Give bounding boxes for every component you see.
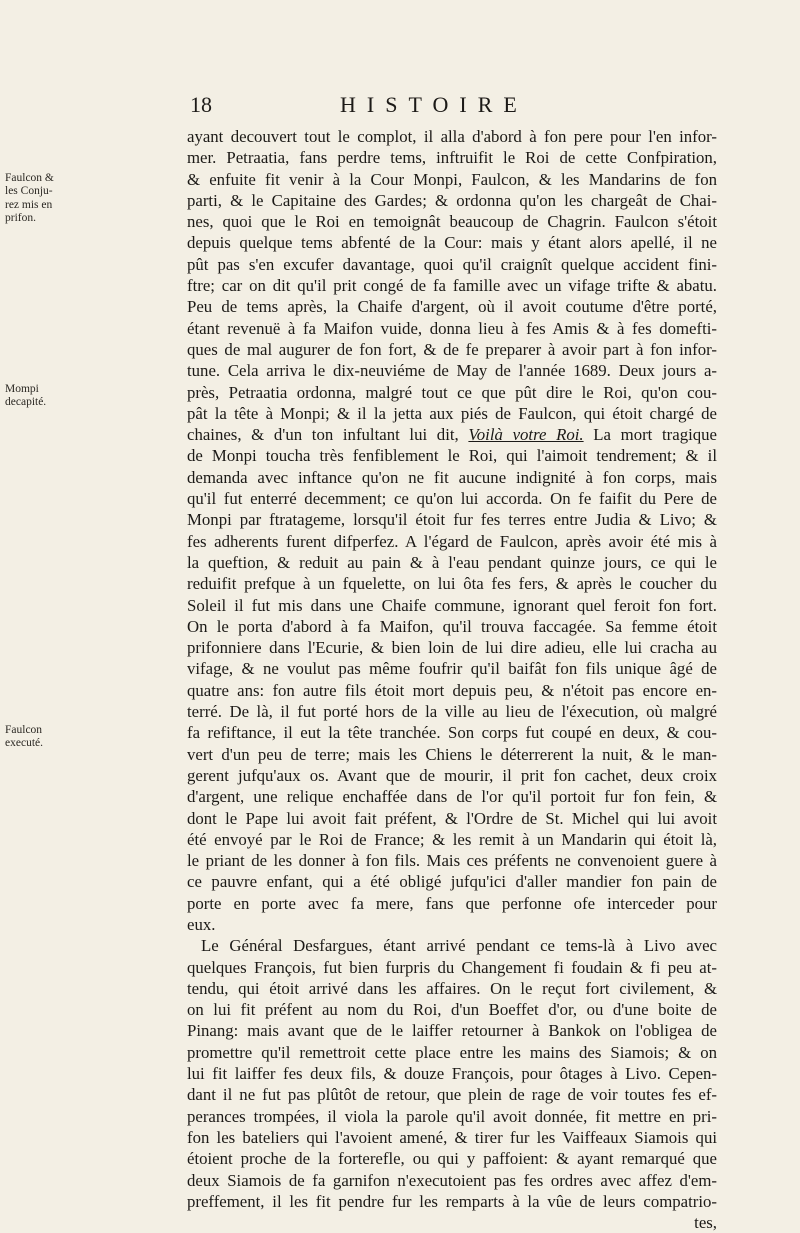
text-line: vert d'un peu de terre; mais les Chiens le déterrerent la nuit, & le man-	[187, 744, 717, 764]
text-line: reduifit prefque à un fquelette, on lui ôta fes fers, & après le coucher du	[187, 574, 717, 594]
text-line: On le porta d'abord à fa Maifon, qu'il trouva faccagée. Sa femme étoit	[187, 616, 717, 636]
body-text	[187, 126, 717, 1233]
text-line: la queftion, & reduit au pain & à l'eau pendant quinze jours, ce qui le	[187, 552, 717, 572]
text-line: étant revenuë à fa Maifon vuide, donna lieu à fes Amis & à fes domefti-	[187, 318, 717, 338]
running-title: HISTOIRE	[340, 92, 528, 117]
text-line: vifage, & ne voulut pas même foufrir qu'il baifât fon fils unique âgé de	[187, 659, 717, 679]
text-line: prifonniere dans l'Ecurie, & bien loin de lui dire adieu, elle lui cracha au	[187, 638, 717, 658]
text-line: tune. Cela arriva le dix-neuviéme de May de l'année 1689. Deux jours a-	[187, 361, 717, 381]
text-line: terré. De là, il fut porté hors de la ville au lieu de l'éxecution, où malgré	[187, 702, 717, 722]
text-line: nes, quoi que le Roi en temoignât beaucoup de Chagrin. Faulcon s'étoit	[187, 212, 717, 232]
text-line: quelques François, fut bien furpris du Changement fi foudain & fi peu at-	[187, 957, 717, 977]
text-line: promettre qu'il remettroit cette place entre les mains des Siamois; & on	[187, 1042, 717, 1062]
catchword: tes,	[694, 1213, 717, 1233]
text-line: qu'il fut enterré decemment; ce qu'on lui accorda. On fe faifit du Pere de	[187, 489, 717, 509]
text-line: deux Siamois de fa garnifon n'executoient pas fes ordres avec affez d'em-	[187, 1170, 717, 1190]
text-line: d'argent, une relique enchaffée dans de l'or qu'il portoit fur fon fein, &	[187, 787, 717, 807]
text-line: été envoyé par le Roi de France; & les remit à un Mandarin qui étoit là,	[187, 829, 717, 849]
text-line: dant il ne fut pas plûtôt de retour, que plein de rage de voir toutes fes ef-	[187, 1085, 717, 1105]
text-line: pât la tête à Monpi; & il la jetta aux piés de Faulcon, qui étoit chargé de	[187, 403, 717, 423]
text-line: mer. Petraatia, fans perdre tems, inftruifit le Roi de cette Confpiration,	[187, 148, 717, 168]
text-line: perances trompées, il viola la parole qu'il avoit donnée, fit mettre en pri-	[187, 1106, 717, 1126]
text-line: depuis quelque tems abfenté de la Cour: mais y étant alors apellé, il ne	[187, 233, 717, 253]
text-line: le priant de les donner à fon fils. Mais ces préfents ne convenoient guere à	[187, 851, 717, 871]
text-line: dont le Pape lui avoit fait préfent, & l'Ordre de St. Michel qui lui avoit	[187, 808, 717, 828]
text-line: demanda avec inftance qu'on ne fit aucune indignité à fon corps, mais	[187, 467, 717, 487]
text-line: Soleil il fut mis dans une Chaife commune, ignorant quel feroit fon fort.	[187, 595, 717, 615]
text-line: eux.	[187, 914, 216, 934]
text-line: ce pauvre enfant, qui a été obligé jufqu'ici d'aller mandier fon pain de	[187, 872, 717, 892]
page-header	[0, 92, 800, 122]
quoted-speech: Voilà votre Roi.	[468, 425, 584, 445]
text-line: parti, & le Capitaine des Gardes; & ordonna qu'on les chargeât de Chai-	[187, 190, 717, 210]
text-line: ftre; car on dit qu'il prit congé de fa famille avec un vifage trifte & abatu.	[187, 276, 717, 296]
text-line: fa refiftance, il eut la tête tranchée. Son corps fut coupé en deux, & cou-	[187, 723, 717, 743]
text-line: on lui fit préfent au nom du Roi, d'un Boeffet d'or, ou d'une boite de	[187, 1000, 717, 1020]
page-number: 18	[190, 92, 212, 117]
text-line: Pinang: mais avant que de le laiffer retourner à Bankok on l'obligea de	[187, 1021, 717, 1041]
margin-note-faulcon-imprisoned: Faulcon & les Conju- rez mis en prifon.	[5, 172, 54, 225]
text-line-with-quote: chaines, & d'un ton infultant lui dit, Voilà votre Roi. La mort tragique	[187, 425, 717, 445]
text-line: pût pas s'en excufer davantage, quoi qu'il craignît quelque accident fini-	[187, 254, 717, 274]
text-line: lui fit laiffer fes deux fils, & douze François, pour ôtages à Livo. Cepen-	[187, 1064, 717, 1084]
text-line: ques de mal augurer de fon fort, & de fe preparer à avoir part à fon infor-	[187, 339, 717, 359]
text-line: fon les bateliers qui l'avoient amené, & tirer fur les Vaiffeaux Siamois qui	[187, 1127, 717, 1147]
text-line: près, Petraatia ordonna, malgré tout ce que pût dire le Roi, qu'on cou-	[187, 382, 717, 402]
text-line: étoient proche de la forterefle, ou qui y paffoient: & ayant remarqué que	[187, 1149, 717, 1169]
text-line: & enfuite fit venir à la Cour Monpi, Faulcon, & les Mandarins de fon	[187, 169, 717, 189]
margin-note-mompi-beheaded: Mompi decapité.	[5, 383, 47, 409]
text-line: quatre ans: fon autre fils étoit mort depuis peu, & n'étoit pas encore en-	[187, 680, 717, 700]
text-line: de Monpi toucha très fenfiblement le Roi, qui l'aimoit tendrement; & il	[187, 446, 717, 466]
text-line: fes adherents furent difperfez. A l'égard de Faulcon, après avoir été mis à	[187, 531, 717, 551]
text-line: preffement, il les fit pendre fur les remparts à la vûe de leurs compatrio-	[187, 1191, 717, 1211]
text-line: ayant decouvert tout le complot, il alla d'abord à fon pere pour l'en infor-	[187, 127, 717, 146]
text-line: Peu de tems après, la Chaife d'argent, où il avoit coutume d'être porté,	[187, 297, 717, 317]
text-line: Le Général Desfargues, étant arrivé pendant ce tems-là à Livo avec	[201, 936, 717, 956]
text-line: gerent jufqu'aux os. Avant que de mourir, il prit fon cachet, deux croix	[187, 765, 717, 785]
margin-note-faulcon-executed: Faulcon executé.	[5, 724, 43, 750]
text-line: tendu, qui étoit arrivé dans les affaires. On le reçut fort civilement, &	[187, 978, 717, 998]
text-line: Monpi par ftratageme, lorsqu'il étoit fur fes terres entre Judia & Livo; &	[187, 510, 717, 530]
text-line: porte en porte avec fa mere, fans que perfonne ofe interceder pour	[187, 893, 717, 913]
